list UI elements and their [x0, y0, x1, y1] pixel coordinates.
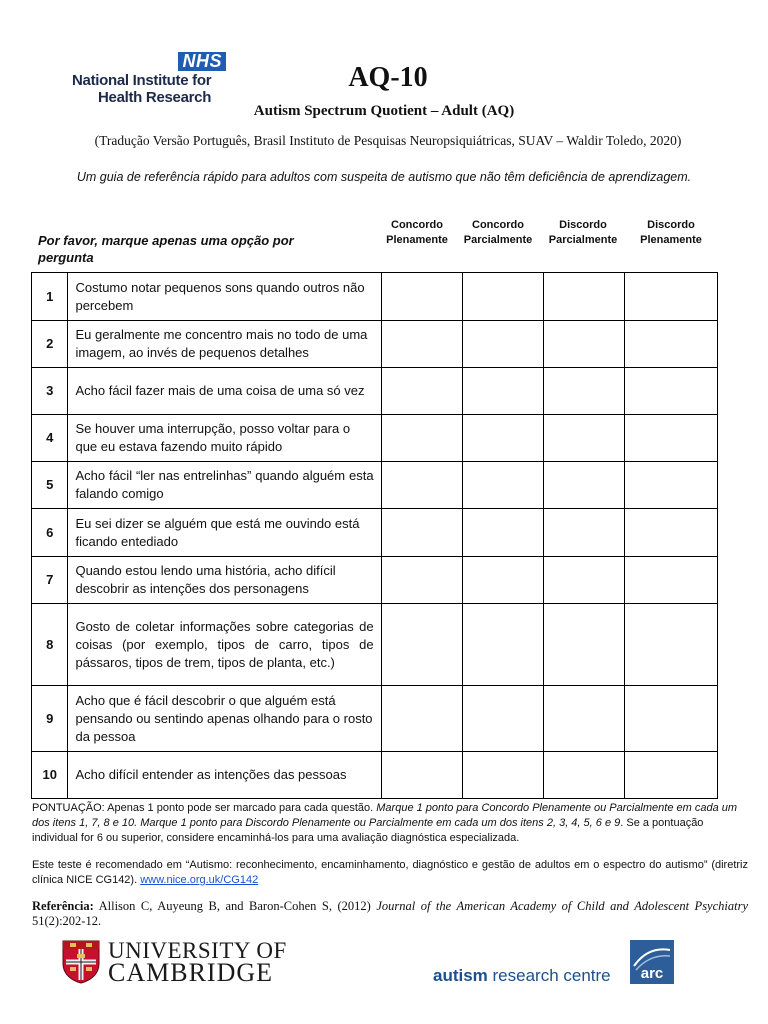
answer-cell-discordo-plenamente[interactable]: [624, 321, 717, 368]
recommendation-text: [32, 858, 748, 888]
column-header-line2: Plenamente: [640, 234, 702, 246]
answer-cell-discordo-parcialmente[interactable]: [543, 557, 624, 604]
answer-cell-concordo-parcialmente[interactable]: [462, 509, 543, 557]
answer-cell-discordo-plenamente[interactable]: [624, 368, 717, 415]
scoring-text: [32, 801, 748, 846]
column-header-line2: Plenamente: [386, 234, 448, 246]
cambridge-logo: [62, 938, 292, 988]
question-text: Quando estou lendo uma história, acho difícil descobrir as intenções dos personagens: [68, 557, 381, 604]
question-text: Se houver uma interrupção, posso voltar para o que eu estava fazendo muito rápido: [68, 415, 381, 462]
answer-cell-concordo-parcialmente[interactable]: [462, 462, 543, 509]
arc-logo-text: [433, 966, 611, 986]
reference-text: [32, 899, 748, 929]
answer-cell-concordo-parcialmente[interactable]: [462, 604, 543, 686]
scoring-suffix: . Se a pontuação individual for 6 ou superior, considere encaminhá-los para uma avaliação diagnóstica especializada.: [32, 817, 704, 844]
translation-note: (Tradução Versão Português, Brasil Instituto de Pesquisas Neuropsiquiátricas, SUAV – Waldir Toledo, 2020): [94, 133, 682, 148]
question-number: 3: [32, 368, 68, 415]
answer-cell-concordo-parcialmente[interactable]: [462, 415, 543, 462]
answer-cell-discordo-parcialmente[interactable]: [543, 509, 624, 557]
question-number: 4: [32, 415, 68, 462]
question-number: 9: [32, 686, 68, 752]
answer-cell-concordo-plenamente[interactable]: [381, 509, 462, 557]
question-number: 8: [32, 604, 68, 686]
answer-cell-discordo-plenamente[interactable]: [624, 557, 717, 604]
question-number: 2: [32, 321, 68, 368]
answer-cell-concordo-parcialmente[interactable]: [462, 273, 543, 321]
column-header-line1: Concordo: [472, 219, 524, 231]
question-text: Eu sei dizer se alguém que está me ouvindo está ficando entediado: [68, 509, 381, 557]
arc-text-bold: autism: [433, 966, 488, 985]
table-row: [32, 462, 718, 509]
nhs-badge: NHS: [178, 52, 226, 71]
cambridge-name-line2: CAMBRIDGE: [108, 958, 274, 987]
answer-cell-concordo-plenamente[interactable]: [381, 752, 462, 799]
column-header-concordo-plenamente: [378, 218, 456, 248]
table-row: [32, 752, 718, 799]
question-text: Gosto de coletar informações sobre categorias de coisas (por exemplo, tipos de carro, tipos de pássaros, tipos de trem, tipos de planta, etc.): [68, 604, 381, 686]
guide-text: Um guia de referência rápido para adultos com suspeita de autismo que não têm deficiência de aprendizagem.: [76, 170, 692, 184]
column-header-line2: Parcialmente: [463, 234, 533, 246]
answer-cell-concordo-plenamente[interactable]: [381, 321, 462, 368]
column-header-concordo-parcialmente: [458, 218, 538, 248]
column-header-discordo-parcialmente: [542, 218, 624, 248]
answer-cell-discordo-plenamente[interactable]: [624, 273, 717, 321]
answer-cell-discordo-parcialmente[interactable]: [543, 415, 624, 462]
answer-cell-concordo-parcialmente[interactable]: [462, 557, 543, 604]
answer-cell-concordo-plenamente[interactable]: [381, 462, 462, 509]
question-text: Acho fácil “ler nas entrelinhas” quando alguém esta falando comigo: [68, 462, 381, 509]
arc-box-label: arc: [640, 965, 664, 982]
question-number: 10: [32, 752, 68, 799]
answer-cell-discordo-plenamente[interactable]: [624, 604, 717, 686]
answer-cell-discordo-parcialmente[interactable]: [543, 752, 624, 799]
table-row: [32, 321, 718, 368]
answer-cell-discordo-plenamente[interactable]: [624, 415, 717, 462]
answer-cell-discordo-parcialmente[interactable]: [543, 604, 624, 686]
answer-cell-discordo-plenamente[interactable]: [624, 509, 717, 557]
cambridge-name-line1: UNIVERSITY OF: [108, 938, 287, 963]
questionnaire-table: [31, 272, 718, 799]
answer-cell-discordo-plenamente[interactable]: [624, 752, 717, 799]
table-row: [32, 509, 718, 557]
column-header-discordo-plenamente: [628, 218, 714, 248]
page-title: AQ-10: [348, 62, 428, 93]
table-row: [32, 557, 718, 604]
nice-link[interactable]: www.nice.org.uk/CG142: [140, 874, 259, 886]
nihr-name-line2: Health Research: [98, 89, 212, 106]
recommendation-body: Este teste é recomendado em “Autismo: reconhecimento, encaminhamento, diagnóstico e gestão de adultos em o espectro do autismo” (diretriz clínica NICE CG142).: [32, 859, 748, 886]
question-number: 1: [32, 273, 68, 321]
column-header-line2: Parcialmente: [548, 234, 618, 246]
question-text: Acho difícil entender as intenções das pessoas: [68, 752, 381, 799]
scoring-rules: Marque 1 ponto para Concordo Plenamente ou Parcialmente em cada um dos itens 1, 7, 8 e 10. Marque 1 ponto para Discordo Plenamente ou Parcialmente em cada um dos itens 2, 3, 4, 5, 6 e 9: [32, 802, 738, 829]
answer-cell-discordo-parcialmente[interactable]: [543, 321, 624, 368]
answer-cell-concordo-plenamente[interactable]: [381, 273, 462, 321]
cambridge-shield-icon: [62, 940, 100, 984]
reference-authors: Allison C, Auyeung B, and Baron-Cohen S, (2012): [93, 899, 377, 913]
table-row: [32, 273, 718, 321]
answer-cell-concordo-parcialmente[interactable]: [462, 368, 543, 415]
answer-cell-discordo-parcialmente[interactable]: [543, 686, 624, 752]
reference-journal: Journal of the American Academy of Child and Adolescent Psychiatry: [376, 899, 749, 913]
answer-cell-discordo-plenamente[interactable]: [624, 462, 717, 509]
answer-cell-concordo-parcialmente[interactable]: [462, 752, 543, 799]
question-text: Acho que é fácil descobrir o que alguém está pensando ou sentindo apenas olhando para o rosto da pessoa: [68, 686, 381, 752]
instruction-text: Por favor, marque apenas uma opção por pergunta: [38, 233, 294, 265]
table-row: [32, 415, 718, 462]
answer-cell-discordo-parcialmente[interactable]: [543, 462, 624, 509]
arc-text-rest: research centre: [487, 966, 611, 985]
column-header-line1: Concordo: [391, 219, 443, 231]
table-row: [32, 368, 718, 415]
answer-cell-discordo-plenamente[interactable]: [624, 686, 717, 752]
question-text: Costumo notar pequenos sons quando outros não percebem: [68, 273, 381, 321]
question-text: Eu geralmente me concentro mais no todo de uma imagem, ao invés de pequenos detalhes: [68, 321, 381, 368]
reference-citation: 51(2):202-12.: [32, 914, 102, 928]
column-header-line1: Discordo: [559, 219, 607, 231]
answer-cell-concordo-plenamente[interactable]: [381, 557, 462, 604]
answer-cell-concordo-plenamente[interactable]: [381, 368, 462, 415]
table-row: [32, 604, 718, 686]
answer-cell-concordo-parcialmente[interactable]: [462, 321, 543, 368]
answer-cell-concordo-plenamente[interactable]: [381, 686, 462, 752]
answer-cell-discordo-parcialmente[interactable]: [543, 368, 624, 415]
table-row: [32, 686, 718, 752]
question-number: 5: [32, 462, 68, 509]
scoring-prefix: PONTUAÇÃO: Apenas 1 ponto pode ser marcado para cada questão.: [32, 802, 377, 814]
question-number: 7: [32, 557, 68, 604]
answer-cell-concordo-plenamente[interactable]: [381, 415, 462, 462]
nihr-name-line1: National Institute for: [72, 72, 212, 89]
reference-label: Referência:: [32, 899, 94, 913]
answer-cell-concordo-plenamente[interactable]: [381, 604, 462, 686]
question-number: 6: [32, 509, 68, 557]
answer-cell-concordo-parcialmente[interactable]: [462, 686, 543, 752]
arc-logo-icon: [630, 940, 674, 984]
question-text: Acho fácil fazer mais de uma coisa de uma só vez: [68, 368, 381, 415]
column-header-line1: Discordo: [647, 219, 695, 231]
page-subtitle: Autism Spectrum Quotient – Adult (AQ): [253, 103, 515, 119]
answer-cell-discordo-parcialmente[interactable]: [543, 273, 624, 321]
